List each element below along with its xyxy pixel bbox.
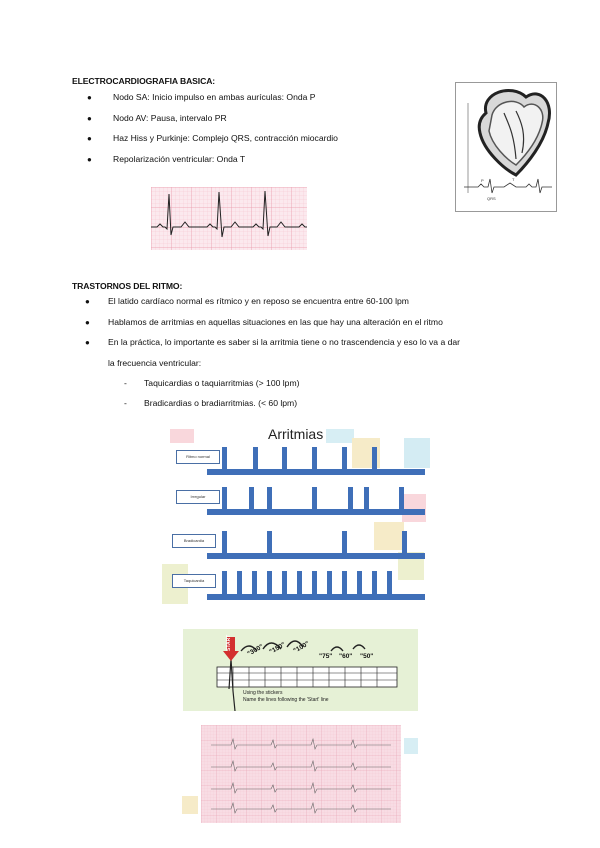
row-label-box xyxy=(176,490,220,504)
dash-icon: - xyxy=(124,378,127,388)
row-label-text: Taquicardia xyxy=(183,578,205,583)
bullet-text: Haz Hiss y Purkinje: Complejo QRS, contracción miocardio xyxy=(113,133,338,143)
arritmias-title: Arritmias xyxy=(268,426,324,442)
rate-label-50: "50" xyxy=(360,653,374,660)
row-label-text: Bradicardia xyxy=(183,538,205,543)
baseline-bar xyxy=(207,553,425,559)
row-label-box xyxy=(176,450,220,464)
bullet-text: En la práctica, lo importante es saber si la arritmia tiene o no trascendencia y eso lo va a dar xyxy=(108,337,461,347)
section2-title: TRASTORNOS DEL RITMO: xyxy=(72,281,183,291)
bullet-dot-icon: ● xyxy=(85,318,90,327)
arritmias-figure xyxy=(162,424,437,614)
ecg-strip-image xyxy=(151,187,307,250)
subitem-text: Taquicardias o taquiarritmias (> 100 lpm) xyxy=(144,378,300,388)
section2-bullet xyxy=(85,296,409,307)
rate-label-150: "150" xyxy=(268,641,287,656)
decor-square xyxy=(404,738,418,754)
row-irregular-bars xyxy=(222,487,404,511)
rate-counting-figure xyxy=(183,629,418,711)
row-normal-bars xyxy=(222,447,377,471)
rate-note-line2: Name the lines following the 'Start' line xyxy=(243,697,329,703)
heart-conduction-figure xyxy=(455,82,557,212)
section2-subitem xyxy=(124,378,300,389)
heart-label-p: P xyxy=(481,178,484,183)
section1-bullet xyxy=(87,154,246,165)
bullet-text: Repolarización ventricular: Onda T xyxy=(113,154,246,164)
row-bradicardia-bars xyxy=(222,531,407,555)
section1-title: ELECTROCARDIOGRAFIA BASICA: xyxy=(72,76,216,86)
bullet-text: Hablamos de arritmias en aquellas situaciones en las que hay una alteración en el ritmo xyxy=(108,317,443,327)
row-label-text: Ritmo normal xyxy=(186,454,210,459)
row-label-box xyxy=(172,574,216,588)
decor-square xyxy=(182,796,198,814)
bullet-dot-icon: ● xyxy=(85,338,90,347)
bullet-text: Nodo SA: Inicio impulso en ambas aurículas: Onda P xyxy=(113,92,316,102)
bullet-dot-icon: ● xyxy=(87,155,92,164)
rate-label-75: "75" xyxy=(319,653,333,660)
bullet-dot-icon: ● xyxy=(87,114,92,123)
bullet-text: El latido cardíaco normal es rítmico y en reposo se encuentra entre 60-100 lpm xyxy=(108,296,409,306)
rate-label-100: "100" xyxy=(292,640,311,655)
bullet-dot-icon: ● xyxy=(87,93,92,102)
row-label-box xyxy=(172,534,216,548)
section1-bullet xyxy=(87,92,316,103)
dash-icon: - xyxy=(124,398,127,408)
bullet-text: Nodo AV: Pausa, intervalo PR xyxy=(113,113,227,123)
rate-label-60: "60" xyxy=(339,653,353,660)
twelve-lead-ecg-image xyxy=(201,725,401,823)
bullet-dot-icon: ● xyxy=(85,297,90,306)
bullet-dot-icon: ● xyxy=(87,134,92,143)
rate-label-300: "300" xyxy=(246,643,265,658)
section1-bullet xyxy=(87,133,338,144)
section2-bullet xyxy=(85,337,461,348)
row-label-text: Irregular xyxy=(190,494,206,499)
row-taquicardia-bars xyxy=(222,571,392,596)
heart-label-qrs: QRS xyxy=(487,196,496,201)
rate-note-line1: Using the stickers xyxy=(243,690,283,696)
start-label: START xyxy=(226,634,232,651)
subitem-text: Bradicardias o bradiarritmias. (< 60 lpm) xyxy=(144,398,298,408)
section2-subitem xyxy=(124,398,298,409)
heart-label-t: T xyxy=(512,177,515,182)
section2-bullet xyxy=(85,317,443,328)
section1-bullet xyxy=(87,113,227,124)
section2-bullet-continuation: la frecuencia ventricular: xyxy=(108,358,202,368)
